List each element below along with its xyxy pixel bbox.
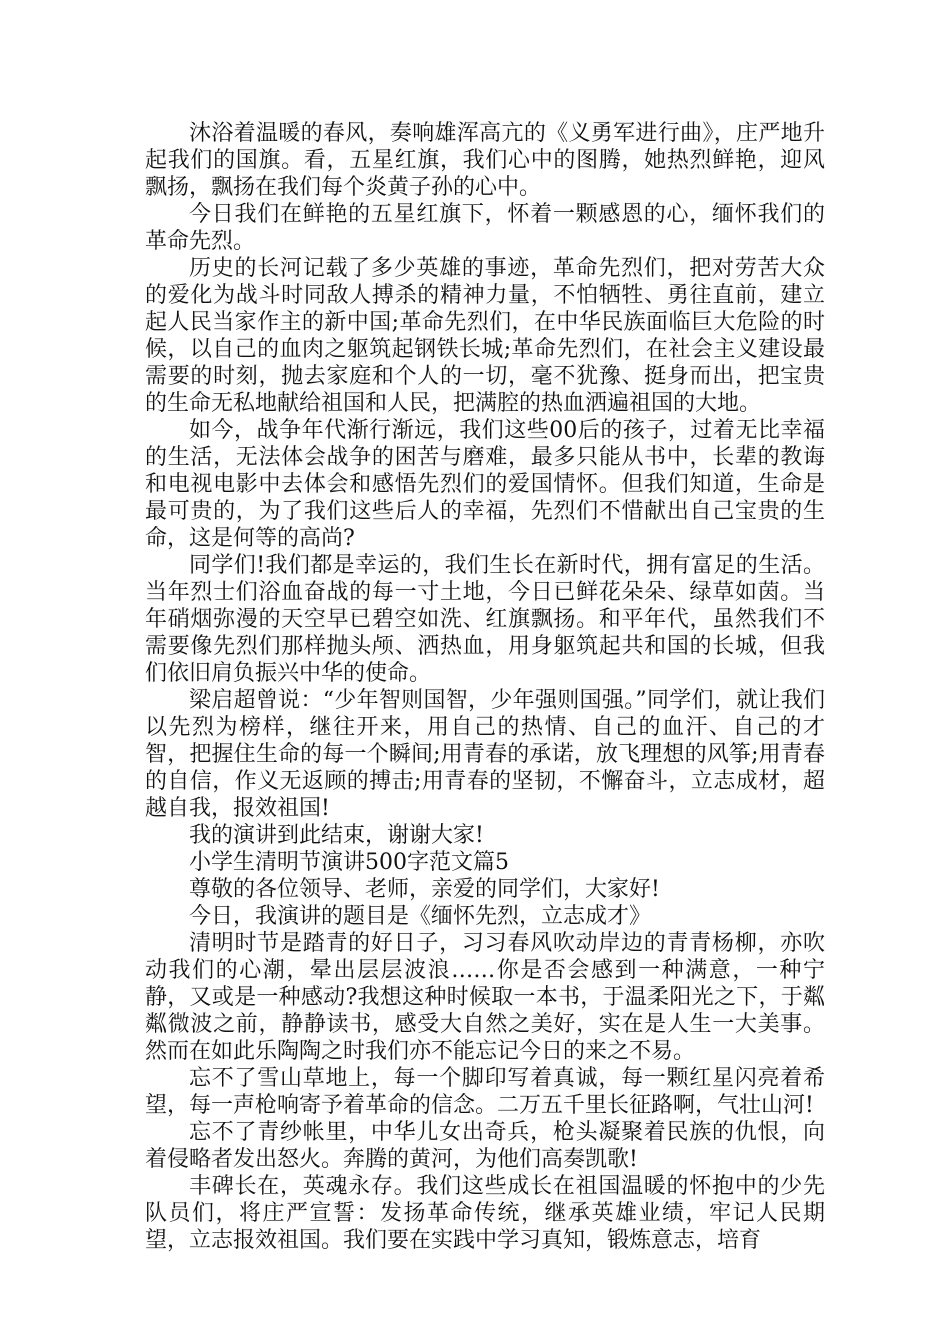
section-heading-speech-5: 小学生清明节演讲500字范文篇5 bbox=[189, 850, 509, 875]
paragraph-qingming-season: 清明时节是踏青的好日子，习习春风吹动岸边的青青杨柳，亦吹动我们的心潮，晕出层层波浪……你是否会感到一种满意，一种宁静，又或是一种感动?我想这种时候取一本书，于温柔阳光之下，于粼粼微波之前，静静读书，感受大自然之美好，实在是人生一大美事。然而在如此乐陶陶之时我们亦不能忘记今日的来之不易。 bbox=[145, 931, 825, 1064]
paragraph-fortunate-classmates: 同学们!我们都是幸运的，我们生长在新时代，拥有富足的生活。当年烈士们浴血奋战的每一寸土地，今日已鲜花朵朵、绿草如茵。当年硝烟弥漫的天空早已碧空如洗、红旗飘扬。和平年代，虽然我们不需要像先烈们那样抛头颅、洒热血，用身躯筑起共和国的长城，但我们依旧肩负振兴中华的使命。 bbox=[145, 553, 825, 686]
paragraph-snow-mountains: 忘不了雪山草地上，每一个脚印写着真诚，每一颗红星闪亮着希望，每一声枪响寄予着革命的信念。二万五千里长征路啊，气壮山河! bbox=[145, 1066, 825, 1118]
paragraph-commemorate-martyrs: 今日我们在鲜艳的五星红旗下，怀着一颗感恩的心，缅怀我们的革命先烈。 bbox=[145, 202, 825, 254]
paragraph-history-heroes: 历史的长河记载了多少英雄的事迹，革命先烈们，把对劳苦大众的爱化为战斗时同敌人搏杀的精神力量，不怕牺牲、勇往直前，建立起人民当家作主的新中国;革命先烈们，在中华民族面临巨大危险的时候，以自己的血肉之躯筑起钢铁长城;革命先烈们，在社会主义建设最需要的时刻，抛去家庭和个人的一切，毫不犹豫、挺身而出，把宝贵的生命无私地献给祖国和人民，把满腔的热血洒遍祖国的大地。 bbox=[145, 256, 825, 416]
paragraph-speech-topic: 今日，我演讲的题目是《缅怀先烈，立志成才》 bbox=[189, 904, 652, 929]
paragraph-national-flag: 沐浴着温暖的春风，奏响雄浑高亢的《义勇军进行曲》，庄严地升起我们的国旗。看，五星红旗，我们心中的图腾，她热烈鲜艳，迎风飘扬，飘扬在我们每个炎黄子孙的心中。 bbox=[145, 121, 825, 200]
paragraph-monument-oath: 丰碑长在，英魂永存。我们这些成长在祖国温暖的怀抱中的少先队员们，将庄严宣誓：发扬革命传统，继承英雄业绩，牢记人民期望，立志报效祖国。我们要在实践中学习真知，锻炼意志，培育 bbox=[145, 1174, 825, 1253]
paragraph-post-00s-generation: 如今，战争年代渐行渐远，我们这些00后的孩子，过着无比幸福的生活，无法体会战争的困苦与磨难，最多只能从书中，长辈的教诲和电视电影中去体会和感悟先烈们的爱国情怀。但我们知道，生命是最可贵的，为了我们这些后人的幸福，先烈们不惜献出自己宝贵的生命，这是何等的高尚? bbox=[145, 418, 825, 551]
paragraph-green-curtain: 忘不了青纱帐里，中华儿女出奇兵，枪头凝聚着民族的仇恨，向着侵略者发出怒火。奔腾的黄河，为他们高奏凯歌! bbox=[145, 1120, 825, 1172]
paragraph-speech-closing: 我的演讲到此结束，谢谢大家! bbox=[189, 823, 484, 848]
paragraph-liang-qichao-quote: 梁启超曾说：“少年智则国智，少年强则国强。”同学们，就让我们以先烈为榜样，继往开来，用自己的热情、自己的血汗、自己的才智，把握住生命的每一个瞬间;用青春的承诺，放飞理想的风筝;用青春的自信，作义无返顾的搏击;用青春的坚韧，不懈奋斗，立志成材，超越自我，报效祖国! bbox=[145, 688, 825, 821]
paragraph-greeting: 尊敬的各位领导、老师，亲爱的同学们，大家好! bbox=[189, 877, 660, 902]
speech-text-body bbox=[145, 120, 825, 1254]
